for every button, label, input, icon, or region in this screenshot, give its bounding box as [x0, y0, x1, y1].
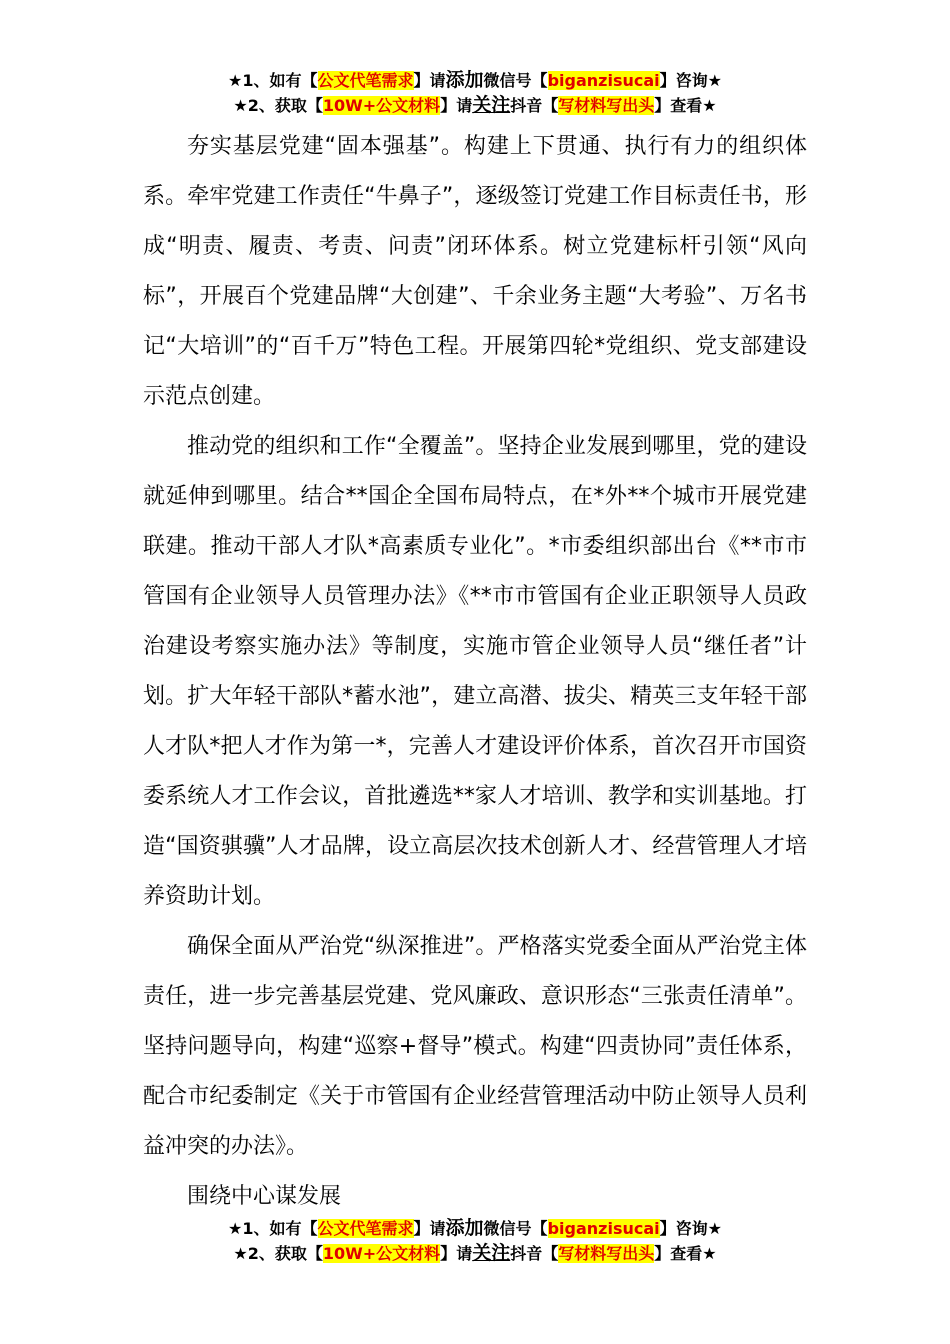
- banner-highlight: 公文代笔需求: [317, 1219, 414, 1238]
- banner-text: 】请: [413, 71, 446, 90]
- wechat-id-highlight: biganzisucai: [547, 1219, 660, 1238]
- paragraph-grassroots: 夯实基层党建“固本强基”。构建上下贯通、执行有力的组织体系。牵牢党建工作责任“牛鼻子”，逐级签订党建工作目标责任书，形成“明责、履责、考责、问责”闭环体系。树立党建标杆引领“风向标”，开展百个党建品牌“大创建”、千余业务主题“大考验”、万名书记“大培训”的“百千万”特色工程。开展第四轮*党组织、党支部建设示范点创建。: [143, 134, 807, 409]
- banner-text: 微信号【: [483, 1219, 548, 1238]
- banner-emphasis: 关注: [472, 1242, 511, 1264]
- douyin-name-highlight: 写材料写出头: [558, 96, 655, 115]
- banner-line-2: [0, 93, 950, 118]
- banner-text: ★2、获取【: [233, 1244, 323, 1263]
- banner-line-1: [0, 1216, 950, 1241]
- header-banner: [0, 68, 950, 118]
- banner-text: ★2、获取【: [233, 96, 323, 115]
- banner-text: 】查看★: [654, 1244, 717, 1263]
- banner-emphasis: 关注: [472, 94, 511, 116]
- banner-text: 微信号【: [483, 71, 548, 90]
- banner-highlight: 10W+公文材料: [322, 1244, 441, 1263]
- banner-text: 】咨询★: [659, 1219, 722, 1238]
- banner-text: 】请: [440, 1244, 473, 1263]
- banner-text: 抖音【: [510, 96, 559, 115]
- section-heading: 围绕中心谋发展: [187, 1184, 342, 1209]
- footer-banner: [0, 1216, 950, 1266]
- douyin-name-highlight: 写材料写出头: [558, 1244, 655, 1263]
- banner-text: 】查看★: [654, 96, 717, 115]
- banner-emphasis: 添加: [445, 1217, 484, 1239]
- paragraph-discipline: 确保全面从严治党“纵深推进”。严格落实党委全面从严治党主体责任，进一步完善基层党建、党风廉政、意识形态“三张责任清单”。坚持问题导向，构建“巡察+督导”模式。构建“四责协同”责任体系，配合市纪委制定《关于市管国有企业经营管理活动中防止领导人员利益冲突的办法》。: [143, 934, 807, 1159]
- paragraph-coverage: 推动党的组织和工作“全覆盖”。坚持企业发展到哪里，党的建设就延伸到哪里。结合**国企全国布局特点，在*外**个城市开展党建联建。推动干部人才队*高素质专业化”。*市委组织部出台《**市市管国有企业领导人员管理办法》《**市市管国有企业正职领导人员政治建设考察实施办法》等制度，实施市管企业领导人员“继任者”计划。扩大年轻干部队*蓄水池”，建立高潜、拔尖、精英三支年轻干部人才队*把人才作为第一*，完善人才建设评价体系，首次召开市国资委系统人才工作会议，首批遴选**家人才培训、教学和实训基地。打造“国资骐骥”人才品牌，设立高层次技术创新人才、经营管理人才培养资助计划。: [143, 434, 807, 909]
- document-body: [143, 122, 807, 1222]
- banner-text: ★1、如有【: [228, 71, 318, 90]
- banner-text: 】请: [413, 1219, 446, 1238]
- banner-line-2: [0, 1241, 950, 1266]
- banner-emphasis: 添加: [445, 69, 484, 91]
- banner-line-1: [0, 68, 950, 93]
- banner-text: 抖音【: [510, 1244, 559, 1263]
- banner-highlight: 10W+公文材料: [322, 96, 441, 115]
- banner-text: ★1、如有【: [228, 1219, 318, 1238]
- banner-text: 】咨询★: [659, 71, 722, 90]
- wechat-id-highlight: biganzisucai: [547, 71, 660, 90]
- banner-highlight: 公文代笔需求: [317, 71, 414, 90]
- banner-text: 】请: [440, 96, 473, 115]
